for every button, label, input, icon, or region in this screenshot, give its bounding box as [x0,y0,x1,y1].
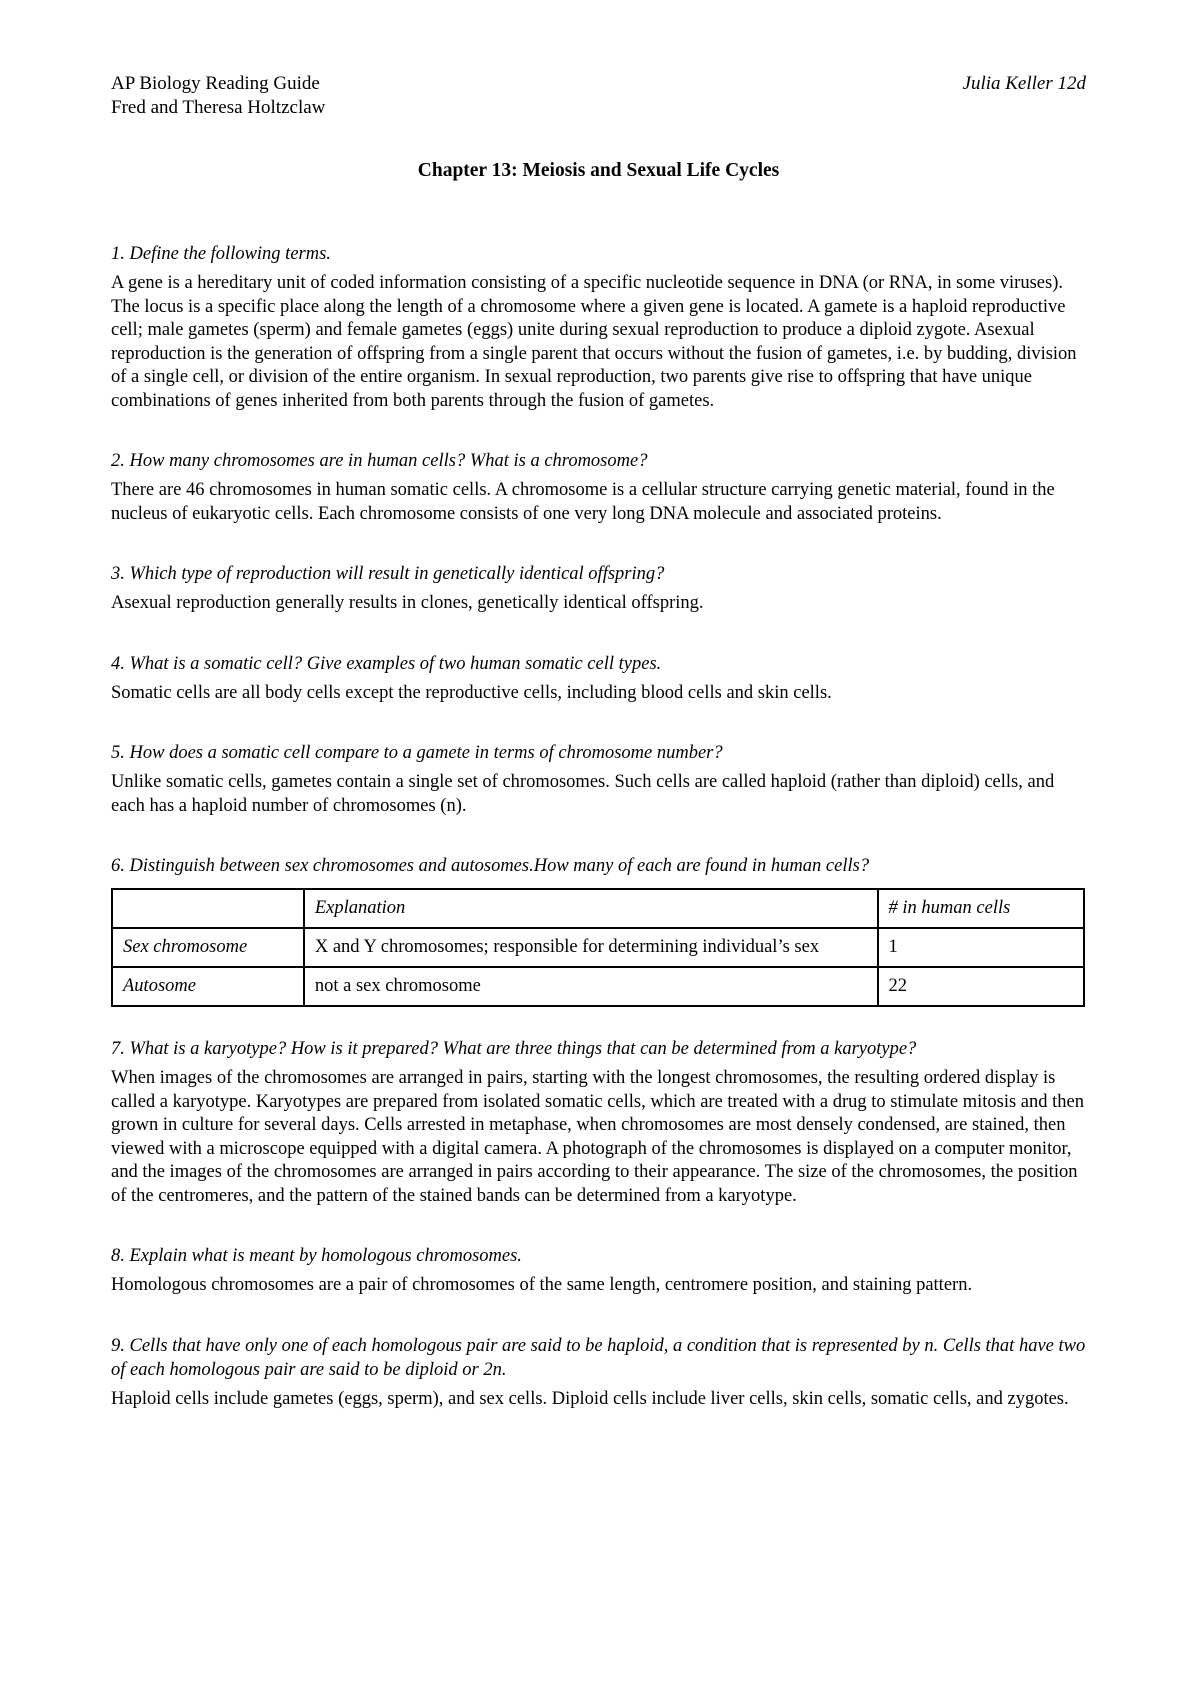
question-6 [111,854,1086,878]
question-text: Which type of reproduction will result in genetically identical offspring? [129,564,665,584]
question-text: Define the following terms. [129,244,331,264]
answer-4: Somatic cells are all body cells except the reproductive cells, including blood cells and skin cells. [111,682,832,703]
question-2 [111,449,1086,473]
answer-2: There are 46 chromosomes in human somatic cells. A chromosome is a cellular structure carrying genetic material, found in the nucleus of eukaryotic cells. Each chromosome consists of one very long DNA molecule and associated proteins. [111,480,1055,524]
question-1 [111,242,1086,266]
table-cell: Autosome [112,967,304,1006]
answer-7: When images of the chromosomes are arranged in pairs, starting with the longest chromosomes, the resulting ordered display is called a karyotype. Karyotypes are prepared from isolated somatic cells, which are treated with a drug to stimulate mitosis and then grown in culture for several days. Cells arrested in metaphase, when chromosomes are most densely condensed, are stained, then viewed with a microscope equipped with a digital camera. A photograph of the chromosomes is displayed on a computer monitor, and the images of the chromosomes are arranged in pairs according to their appearance. The size of the chromosomes, the position of the centromeres, and the pattern of the stained bands can be determined from a karyotype. [111,1068,1084,1206]
document-header [111,72,1086,120]
question-text: Explain what is meant by homologous chromosomes. [129,1246,522,1266]
answer-3: Asexual reproduction generally results in clones, genetically identical offspring. [111,593,704,613]
table-header-cell [112,889,304,928]
question-number: 6. [111,856,125,876]
question-3 [111,562,1086,586]
question-text: What is a karyotype? How is it prepared? What are three things that can be determined from a karyotype? [129,1039,917,1059]
table-cell: Sex chromosome [112,928,304,967]
question-text: Distinguish between sex chromosomes and autosomes.How many of each are found in human cells? [129,856,870,876]
chromosome-table [111,888,1085,1007]
question-8 [111,1244,1086,1268]
question-text: Cells that have only one of each homologous pair are said to be haploid, a condition that is represented by n. Cells that have two of each homologous pair are said to be diploid or 2n. [111,1335,1086,1380]
question-4 [111,652,1086,676]
answer-8: Homologous chromosomes are a pair of chromosomes of the same length, centromere position, and staining pattern. [111,1275,973,1295]
question-9 [111,1334,1086,1382]
question-number: 9. [111,1335,125,1356]
author-names: Fred and Theresa Holtzclaw [111,97,326,118]
question-number: 1. [111,244,125,264]
question-number: 5. [111,743,125,763]
document-page [111,72,1086,1411]
question-number: 8. [111,1246,125,1266]
table-header-row [112,889,1084,928]
table-cell: X and Y chromosomes; responsible for determining individual’s sex [304,928,878,967]
question-text: How many chromosomes are in human cells? What is a chromosome? [129,451,648,471]
table-row [112,928,1084,967]
table-row [112,967,1084,1006]
question-number: 4. [111,653,125,674]
answer-9: Haploid cells include gametes (eggs, sperm), and sex cells. Diploid cells include liver cells, skin cells, somatic cells, and zygotes. [111,1388,1069,1409]
question-number: 2. [111,451,125,471]
chapter-title: Chapter 13: Meiosis and Sexual Life Cycles [417,160,780,181]
table-header-cell: Explanation [304,889,878,928]
answer-1: A gene is a hereditary unit of coded information consisting of a specific nucleotide sequence in DNA (or RNA, in some viruses). The locus is a specific place along the length of a chromosome where a given gene is located. A gamete is a haploid reproductive cell; male gametes (sperm) and female gametes (eggs) unite during sexual reproduction to produce a diploid zygote. Asexual reproduction is the generation of offspring from a single parent that occurs without the fusion of gametes, i.e. by budding, division of a single cell, or division of the entire organism. In sexual reproduction, two parents give rise to offspring that have unique combinations of genes inherited from both parents through the fusion of gametes. [111,273,1077,411]
student-name: Julia Keller 12d [962,73,1086,94]
question-text: What is a somatic cell? Give examples of two human somatic cell types. [129,653,662,674]
course-name: AP Biology Reading Guide [111,73,320,94]
question-number: 3. [111,564,125,584]
answer-5: Unlike somatic cells, gametes contain a single set of chromosomes. Such cells are called haploid (rather than diploid) cells, and each has a haploid number of chromosomes (n). [111,772,1055,816]
table-cell: not a sex chromosome [304,967,878,1006]
table-cell: 22 [878,967,1084,1006]
question-7 [111,1037,1086,1061]
table-header-cell: # in human cells [878,889,1084,928]
question-5 [111,741,1086,765]
question-number: 7. [111,1039,125,1059]
table-cell: 1 [878,928,1084,967]
question-text: How does a somatic cell compare to a gamete in terms of chromosome number? [129,743,723,763]
